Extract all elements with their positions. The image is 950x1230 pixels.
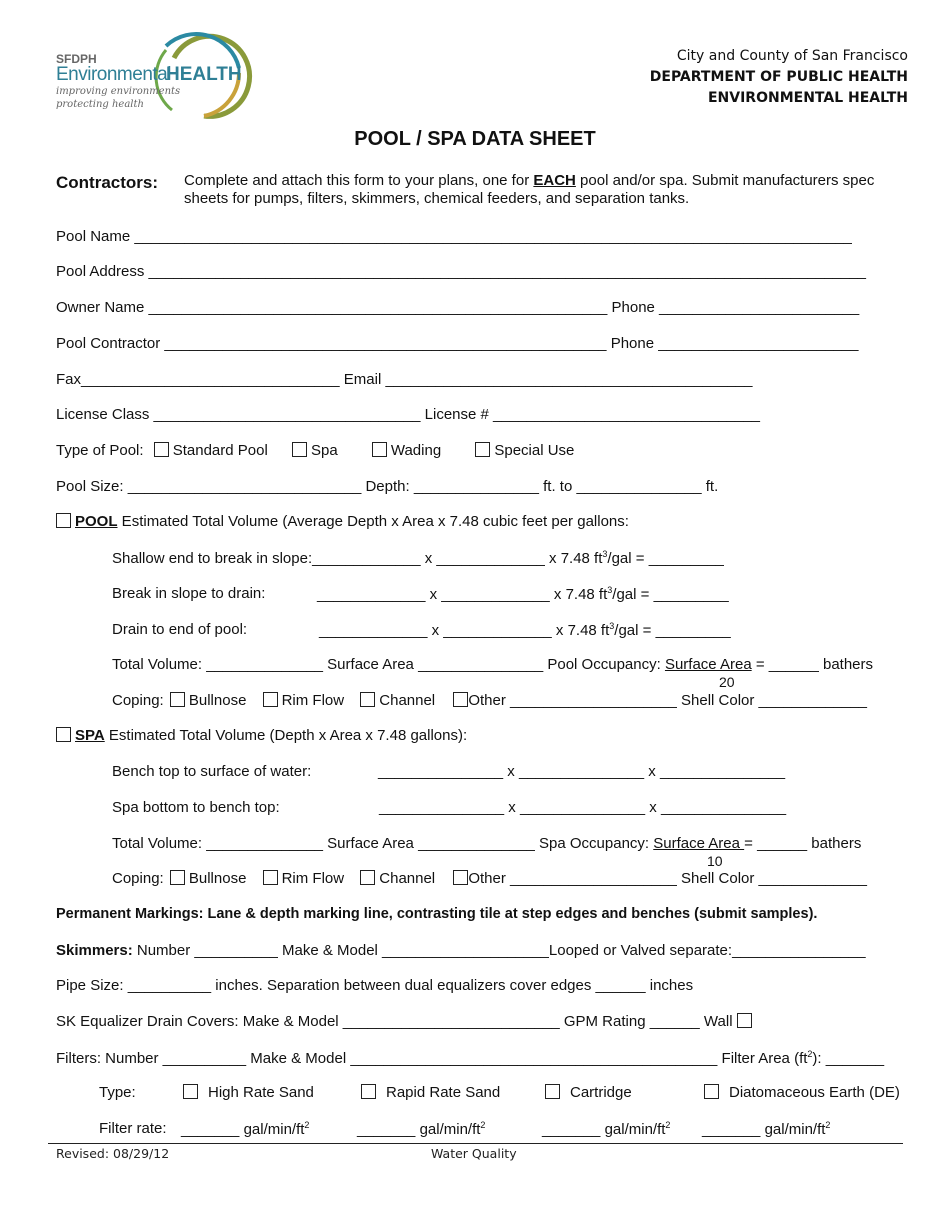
rim-flow-label: Rim Flow: [281, 870, 345, 887]
pool-type-label: Type of Pool:: [56, 442, 144, 459]
de-option: [704, 1084, 900, 1101]
cartridge-label: Cartridge: [570, 1084, 632, 1101]
standard-pool-label: Standard Pool: [172, 442, 268, 459]
rate-unit: _______ gal/min/ft: [542, 1121, 666, 1138]
pool-other-shell-color: Other ____________________ Shell Color _____________: [468, 692, 868, 709]
license-field[interactable]: License Class ________________________________ License # ________________________________: [56, 406, 760, 423]
fax-email-field[interactable]: Fax_______________________________ Email ____________________________________________: [56, 371, 753, 388]
wall-checkbox[interactable]: [737, 1013, 752, 1028]
filter-rate-field-1[interactable]: [181, 1120, 309, 1138]
pool-contractor-field[interactable]: Pool Contractor _____________________________________________________ Phone ________________________: [56, 335, 859, 352]
spa-bottom-label: Spa bottom to bench top:: [112, 799, 280, 816]
rate-unit: _______ gal/min/ft: [181, 1121, 305, 1138]
spa-occupancy-divisor: 10: [707, 853, 723, 869]
pool-occupancy-bathers: = ______ bathers: [751, 656, 874, 673]
shallow-end-row[interactable]: [112, 549, 724, 567]
spa-other-shell-color: Other ____________________ Shell Color _____________: [468, 870, 868, 887]
pool-occupancy-numerator: Surface Area: [664, 656, 752, 673]
pool-other-checkbox[interactable]: [453, 692, 468, 707]
special-use-label: Special Use: [494, 442, 575, 459]
rapid-rate-sand-checkbox[interactable]: [361, 1084, 376, 1099]
cartridge-checkbox[interactable]: [545, 1084, 560, 1099]
pool-volume-heading: [56, 513, 629, 530]
cubic-exp: 3: [609, 621, 615, 631]
rate-exp: 2: [304, 1120, 310, 1130]
pool-total-volume-row[interactable]: [112, 656, 873, 673]
break-in-slope-label: Break in slope to drain:: [112, 585, 266, 602]
spa-total-volume-row[interactable]: [112, 835, 861, 852]
owner-name-field[interactable]: Owner Name _______________________________________________________ Phone ________________________: [56, 299, 860, 316]
pool-type-row: [56, 442, 574, 459]
de-checkbox[interactable]: [704, 1084, 719, 1099]
spa-section-checkbox[interactable]: [56, 727, 71, 742]
logo: [54, 28, 254, 123]
gal-result: /gal = _________: [614, 622, 731, 639]
channel-label: Channel: [379, 692, 436, 709]
drain-to-end-row[interactable]: [319, 621, 731, 639]
pool-occupancy-divisor: 20: [719, 674, 735, 690]
pool-bullnose-checkbox[interactable]: [170, 692, 185, 707]
filter-type-label: Type:: [99, 1084, 136, 1101]
pool-heading-label: POOL: [75, 513, 118, 530]
rapid-rate-sand-option: [361, 1084, 500, 1101]
special-use-checkbox[interactable]: [475, 442, 490, 457]
contractors-heading: Contractors:: [56, 173, 159, 192]
spa-total-text: Total Volume: ______________ Surface Area ______________ Spa Occupancy:: [112, 835, 650, 852]
spa-heading-label: SPA: [75, 727, 105, 744]
logo-sfdph: SFDPH: [56, 52, 97, 66]
high-rate-sand-checkbox[interactable]: [183, 1084, 198, 1099]
filter-area-exp: 2: [807, 1049, 813, 1059]
cubic-exp: 3: [607, 585, 613, 595]
pool-rim-flow-checkbox[interactable]: [263, 692, 278, 707]
cubic-exp: 3: [602, 549, 608, 559]
pool-address-field[interactable]: Pool Address ______________________________________________________________________________________: [56, 263, 866, 280]
break-in-slope-blanks: _____________ x _____________ x 7.48 ft: [317, 586, 608, 603]
filters-text: Filters: Number __________ Make & Model ____________________________________________ Filter Area (ft: [56, 1050, 808, 1067]
logo-tagline-1: improving environments: [56, 86, 181, 97]
spa-occupancy-numerator: Surface Area: [653, 835, 745, 852]
standard-pool-checkbox[interactable]: [154, 442, 169, 457]
logo-tagline-2: protecting health: [56, 99, 144, 110]
bullnose-label: Bullnose: [188, 870, 247, 887]
pool-total-text: Total Volume: ______________ Surface Area _______________ Pool Occupancy:: [112, 656, 661, 673]
spa-channel-checkbox[interactable]: [360, 870, 375, 885]
spa-checkbox[interactable]: [292, 442, 307, 457]
filters-row[interactable]: [56, 1049, 884, 1067]
org-block: [650, 46, 908, 109]
channel-label: Channel: [379, 870, 436, 887]
high-rate-sand-label: High Rate Sand: [208, 1084, 314, 1101]
sk-equalizer-text: SK Equalizer Drain Covers: Make & Model __________________________ GPM Rating ______ Wall: [56, 1013, 733, 1030]
contractors-instructions: [184, 172, 909, 208]
spa-label: Spa: [310, 442, 338, 459]
intro-text-2: pool and/or spa. Submit manufacturers spec sheets for pumps, filters, skimmers, chemical feeders, and separation tanks.: [184, 172, 875, 207]
logo-environmental: Environmental: [56, 64, 171, 85]
skimmers-label: Skimmers:: [56, 942, 133, 959]
rate-unit: _______ gal/min/ft: [702, 1121, 826, 1138]
coping-label: Coping:: [112, 870, 164, 887]
rate-unit: _______ gal/min/ft: [357, 1121, 481, 1138]
spa-rim-flow-checkbox[interactable]: [263, 870, 278, 885]
spa-heading-text: Estimated Total Volume (Depth x Area x 7.48 gallons):: [104, 727, 468, 744]
spa-other-checkbox[interactable]: [453, 870, 468, 885]
rapid-rate-sand-label: Rapid Rate Sand: [386, 1084, 501, 1101]
permanent-markings: Permanent Markings: Lane & depth marking line, contrasting tile at step edges and benches (submit samples).: [56, 906, 818, 922]
intro-text-1: Complete and attach this form to your plans, one for: [184, 172, 534, 189]
de-label: Diatomaceous Earth (DE): [729, 1084, 900, 1101]
drain-to-end-blanks: _____________ x _____________ x 7.48 ft: [319, 622, 610, 639]
sk-equalizer-row: [56, 1013, 756, 1030]
rate-exp: 2: [480, 1120, 486, 1130]
pool-name-field[interactable]: Pool Name ______________________________________________________________________________________: [56, 228, 852, 245]
bench-top-blanks[interactable]: _______________ x _______________ x _______________: [378, 763, 786, 780]
page-title: POOL / SPA DATA SHEET: [354, 128, 596, 150]
wading-label: Wading: [390, 442, 442, 459]
rim-flow-label: Rim Flow: [281, 692, 345, 709]
break-in-slope-row[interactable]: [317, 585, 729, 603]
bench-top-label: Bench top to surface of water:: [112, 763, 312, 780]
drain-to-end-label: Drain to end of pool:: [112, 621, 248, 638]
footer-divider: [48, 1143, 903, 1144]
skimmers-fields: Number __________ Make & Model ____________________Looped or Valved separate:________________: [132, 942, 866, 959]
pool-channel-checkbox[interactable]: [360, 692, 375, 707]
filter-rate-label: Filter rate:: [99, 1120, 167, 1137]
org-city: City and County of San Francisco: [676, 48, 908, 64]
spa-coping-row: [112, 870, 867, 887]
org-division: ENVIRONMENTAL HEALTH: [707, 90, 908, 106]
footer-revised: Revised: 08/29/12: [56, 1146, 170, 1161]
spa-occupancy-bathers: = ______ bathers: [744, 835, 862, 852]
filter-area-blank: ): _______: [812, 1050, 885, 1067]
bullnose-label: Bullnose: [188, 692, 247, 709]
pool-heading-text: Estimated Total Volume (Average Depth x Area x 7.48 cubic feet per gallons:: [117, 513, 629, 530]
filter-rate-field-4[interactable]: [702, 1120, 830, 1138]
pool-size-field[interactable]: Pool Size: ____________________________ Depth: _______________ ft. to _______________ ft.: [56, 478, 719, 495]
pool-checkbox[interactable]: [56, 513, 71, 528]
shallow-end-label: Shallow end to break in slope:_____________ x _____________ x 7.48 ft: [112, 550, 603, 567]
spa-volume-heading: [56, 727, 467, 744]
footer-water-quality: Water Quality: [431, 1146, 517, 1161]
spa-bottom-blanks[interactable]: _______________ x _______________ x _______________: [379, 799, 787, 816]
pipe-size-row[interactable]: Pipe Size: __________ inches. Separation between dual equalizers cover edges ______ inches: [56, 977, 694, 994]
pool-coping-row: [112, 692, 867, 709]
filter-rate-field-3[interactable]: [542, 1120, 670, 1138]
wading-checkbox[interactable]: [372, 442, 387, 457]
skimmers-row[interactable]: [56, 942, 866, 959]
high-rate-sand-option: [183, 1084, 314, 1101]
gal-result: /gal = _________: [607, 550, 724, 567]
org-department: DEPARTMENT OF PUBLIC HEALTH: [649, 69, 908, 85]
rate-exp: 2: [825, 1120, 831, 1130]
coping-label: Coping:: [112, 692, 164, 709]
rate-exp: 2: [665, 1120, 671, 1130]
filter-rate-field-2[interactable]: [357, 1120, 485, 1138]
logo-health: HEALTH: [166, 64, 242, 85]
intro-each: EACH: [533, 172, 576, 189]
gal-result: /gal = _________: [612, 586, 729, 603]
spa-bullnose-checkbox[interactable]: [170, 870, 185, 885]
cartridge-option: [545, 1084, 632, 1101]
